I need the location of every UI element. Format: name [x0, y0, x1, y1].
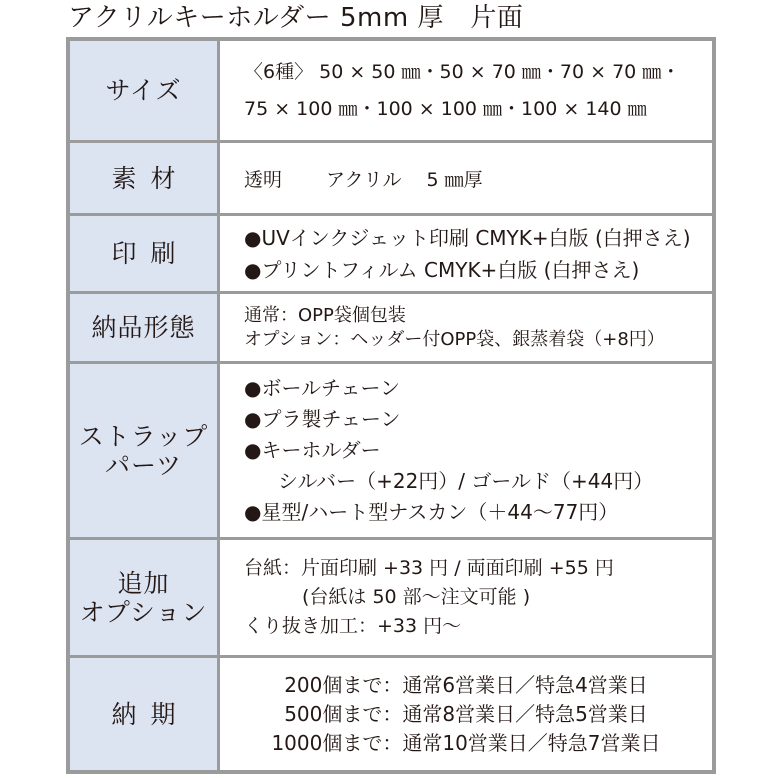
print-line-1: ●UVインクジェット印刷 CMYK+白版 (白押さえ) [244, 225, 691, 250]
row-print [70, 216, 712, 291]
row-delivery-label: 納期 [70, 658, 217, 770]
addition-label-line-2: オプション [79, 597, 208, 627]
strap-line-2: ●プラ製チェーン [244, 407, 401, 431]
strap-line-3: ●キーホルダー [244, 438, 381, 462]
addition-line-3: くり抜き加工：+33 円～ [244, 615, 462, 637]
strap-line-1: ●ボールチェーン [244, 376, 401, 400]
row-packaging-label: 納品形態 [70, 294, 217, 361]
spec-table [66, 37, 716, 774]
row-print-label: 印刷 [70, 216, 217, 291]
addition-line-2: (台紙は 50 部～注文可能 ) [302, 586, 531, 608]
strap-line-4: シルバー（+22円）/ ゴールド（+44円） [278, 469, 654, 493]
row-size-label: サイズ [70, 41, 217, 140]
delivery-line-2: 500個まで：通常8営業日／特急5営業日 [284, 701, 648, 726]
addition-label-line-1: 追加 [117, 568, 170, 598]
row-delivery [70, 658, 712, 770]
row-addition [70, 540, 712, 655]
page-title: アクリルキーホルダー 5mm 厚 片面 [68, 3, 524, 33]
row-delivery-value [220, 658, 712, 770]
row-material-value [220, 143, 712, 213]
row-size-value [220, 41, 712, 140]
strap-label-line-2: パーツ [104, 450, 182, 480]
packaging-line-1: 通常：OPP袋個包装 [244, 304, 406, 326]
row-strap-value [220, 364, 712, 537]
size-line-2: 75 × 100 ㎜・100 × 100 ㎜・100 × 140 ㎜ [244, 97, 647, 120]
delivery-line-1: 200個まで：通常6営業日／特急4営業日 [284, 672, 648, 697]
row-strap [70, 364, 712, 537]
material-text: 透明 アクリル 5 ㎜厚 [244, 168, 483, 191]
row-size [70, 41, 712, 140]
row-print-value [220, 216, 712, 291]
packaging-line-2: オプション：ヘッダー付OPP袋、銀蒸着袋（+8円） [244, 328, 665, 350]
row-material [70, 143, 712, 213]
row-addition-label [70, 540, 217, 655]
row-addition-value [220, 540, 712, 655]
print-line-2: ●プリントフィルム CMYK+白版 (白押さえ) [244, 257, 640, 282]
row-packaging [70, 294, 712, 361]
delivery-line-3: 1000個まで：通常10営業日／特急7営業日 [271, 730, 661, 755]
row-packaging-value [220, 294, 712, 361]
row-strap-label [70, 364, 217, 537]
strap-line-5: ●星型/ハート型ナスカン（＋44～77円） [244, 500, 619, 524]
row-material-label: 素材 [70, 143, 217, 213]
addition-line-1: 台紙：片面印刷 +33 円 / 両面印刷 +55 円 [244, 557, 614, 579]
strap-label-line-1: ストラップ [78, 421, 209, 451]
size-line-1: 〈6種〉 50 × 50 ㎜・50 × 70 ㎜・70 × 70 ㎜・ [244, 60, 681, 83]
